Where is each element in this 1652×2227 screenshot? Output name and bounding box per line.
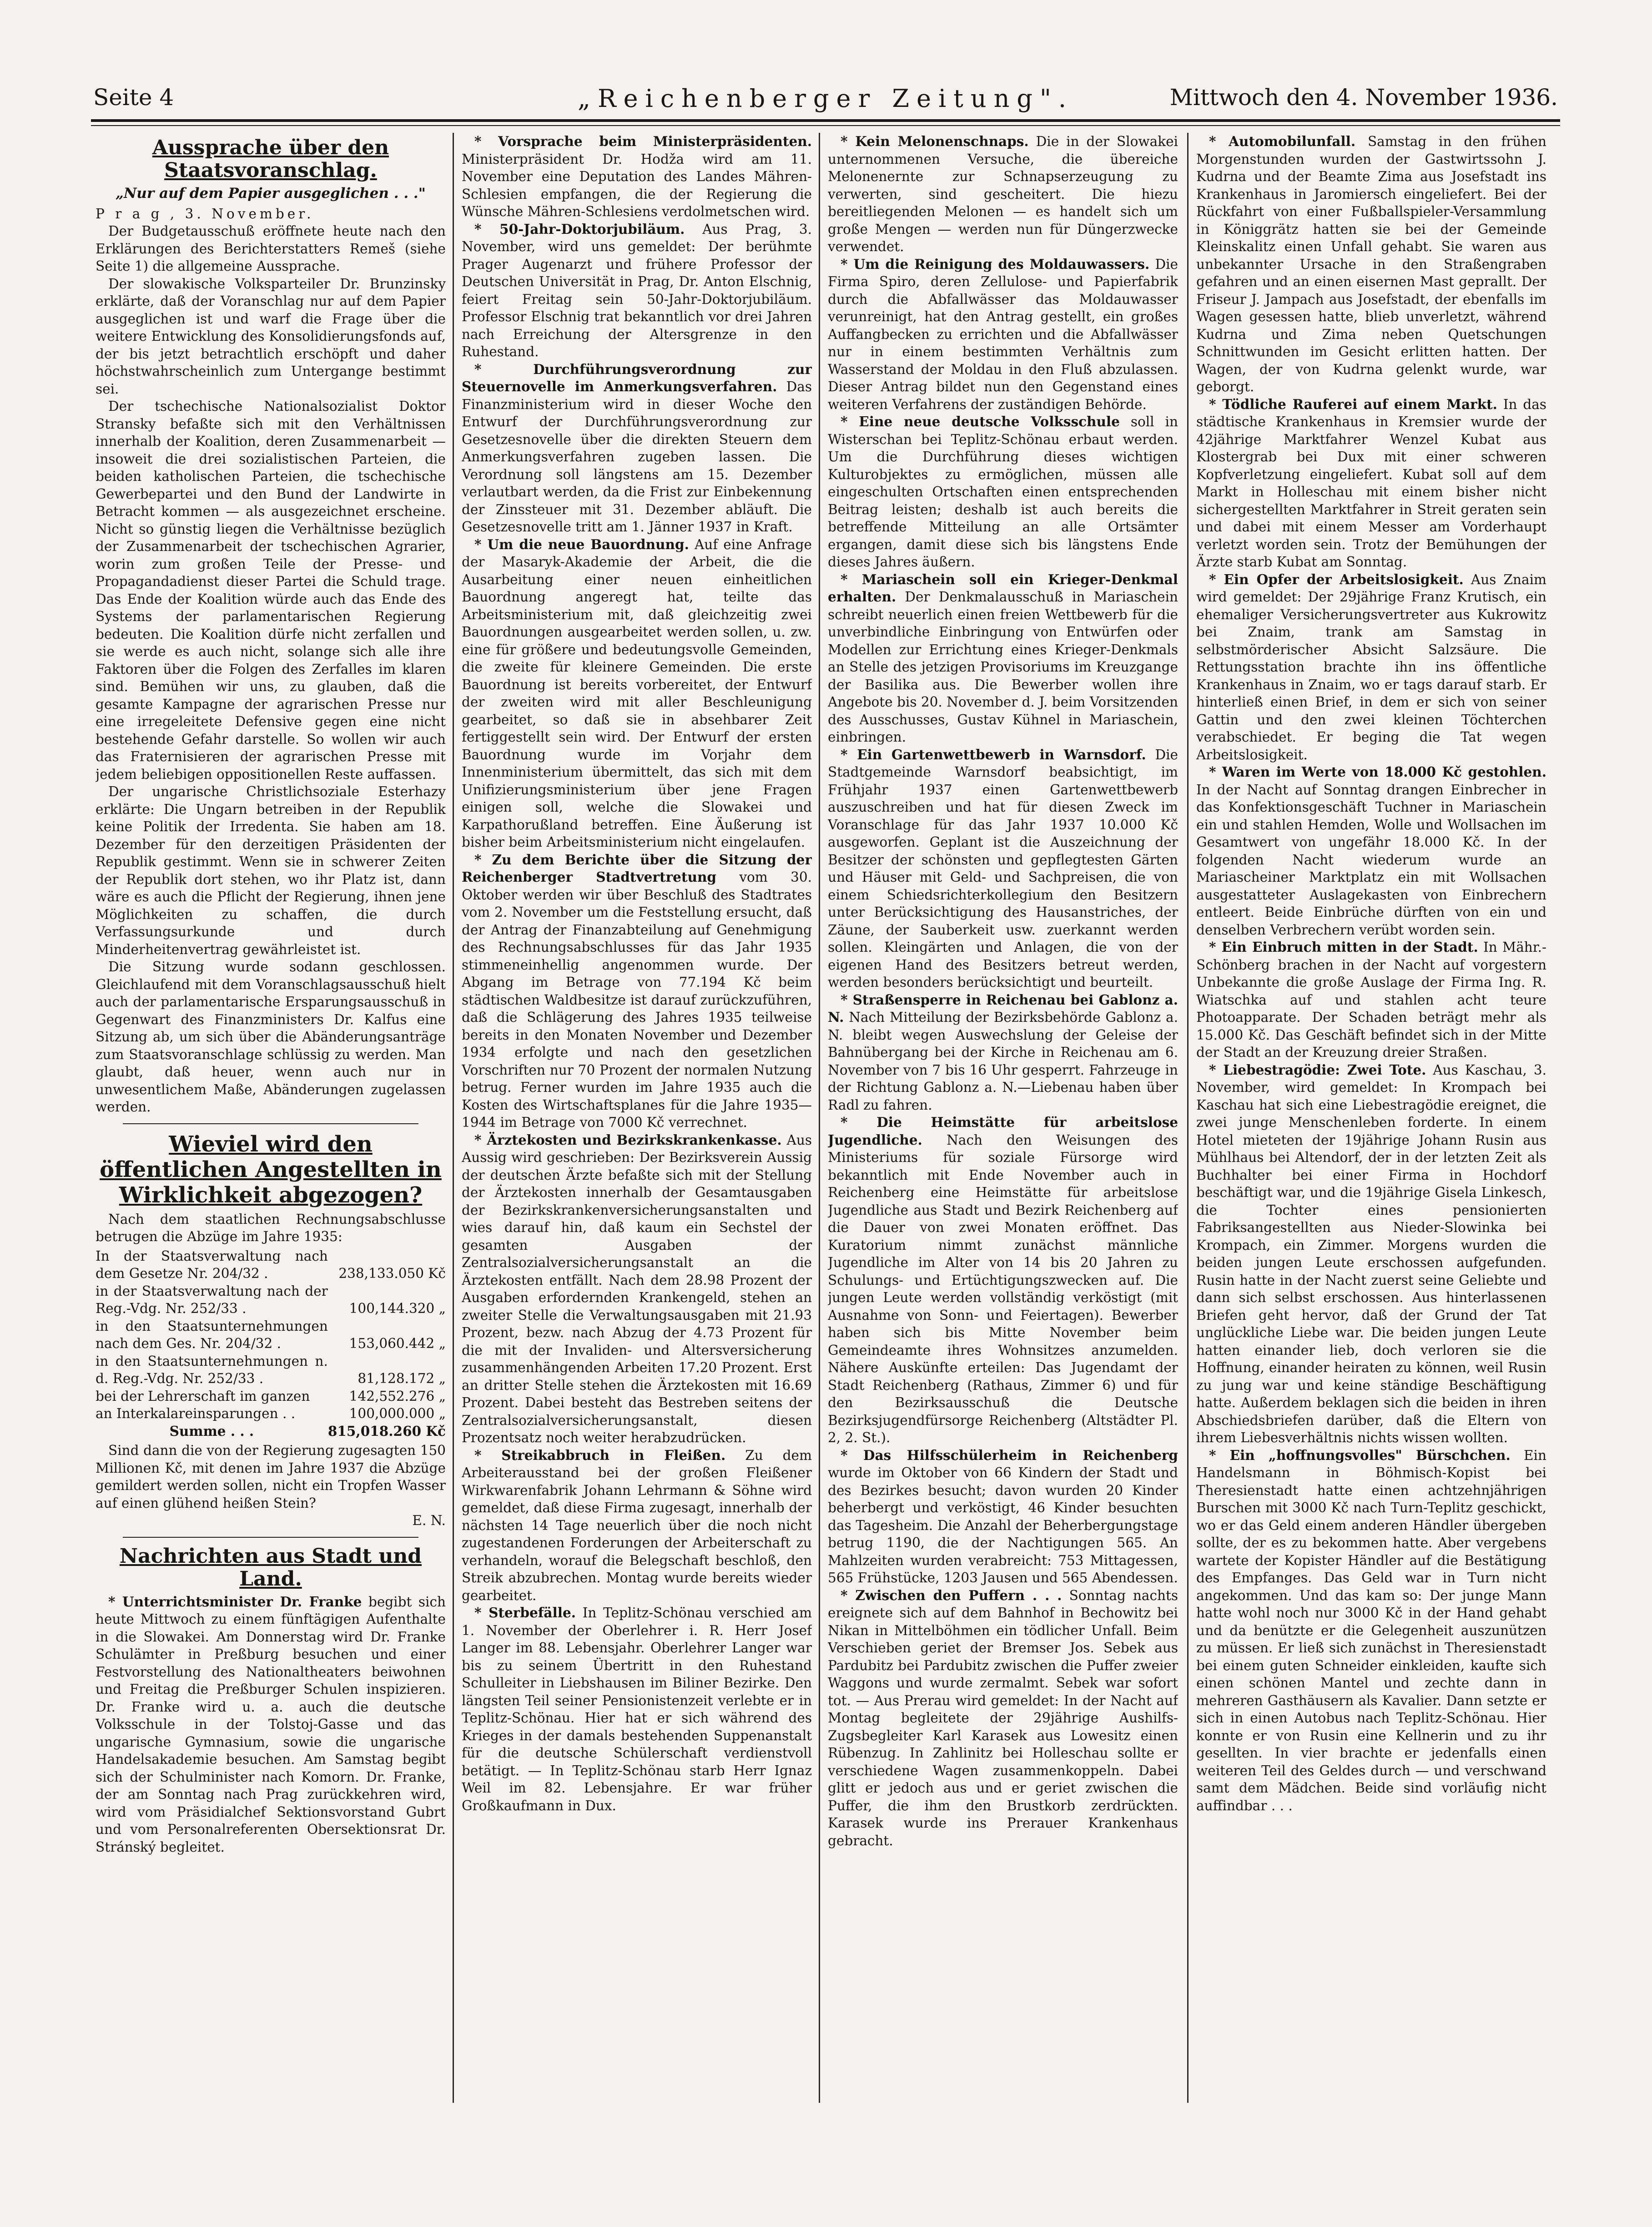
dateline: P r a g , 3. November. [96,206,314,222]
deduction-row [96,1405,446,1423]
news-item: * Liebestragödie: Zwei Tote. Aus Kaschau, 3. November, wird gemeldet: In Krompach bei Kaschau hat sich eine Liebestragödie ereignet, die zwei junge Menschenleben forderte. In einem Hotel mieteten der 19jährige Johann Rusin aus Mühlhaus bei Altendorf, der in der letzten Zeit als Buchhalter bei einer Firma in Hochdorf beschäftigt war, und die 19jährige Gisela Linkesch, die Tochter eines pensionierten Fabriksangestellten aus Nieder-Slowinka bei Krompach, ein Zimmer. Morgens wurden die beiden jungen Leute erschossen aufgefunden. Rusin hatte in der Nacht zuerst seine Geliebte und dann sich selbst erschossen. Aus hinterlassenen Briefen geht hervor, daß der Grund der Tat unglückliche Liebe war. Die beiden jungen Leute hatten einander lieb, doch verloren sie die Hoffnung, einander heiraten zu können, weil Rusin zu jung war und keine ständige Beschäftigung hatte. Außerdem beklagen sich die beiden in ihren Abschiedsbriefen darüber, daß die Eltern von ihrem Liebesverhältnis nichts wissen wollten. [1196,1061,1546,1445]
paragraph: Der ungarische Christlichsoziale Esterhazy erklärte: Die Ungarn betreiben in der Republik keine Politik der Irredenta. Sie haben am 18. Dezember für den derzeitigen Präsidenten der Republik gestimmt. Wenn sie in schwerer Zeiten der Republik dort stehen, wo ihr Platz ist, dann wäre es auch die Pflicht der Regierung, ihnen jene Möglichkeiten zu schaffen, die durch Verfassungsurkunde und durch Minderheitenvertrag gewährleistet ist. [96,784,446,957]
news-item: * Vorsprache beim Ministerpräsidenten. Ministerpräsident Dr. Hodža wird am 11. November eine Deputation des Landes Mähren-Schlesien empfangen, die der Regierung die Wünsche Mähren-Schlesiens verdolmetschen wird. [462,133,812,219]
news-item: * Straßensperre in Reichenau bei Gablonz a. N. Nach Mitteilung der Bezirksbehörde Gablonz a. N. bleibt wegen Auswechslung der Geleise der Bahnübergang bei der Kirche in Reichenau am 6. November von 7 bis 16 Uhr gesperrt. Fahrzeuge in der Richtung Gablonz a. N.—Liebenau haben über Radl zu fahren. [828,991,1178,1113]
sum-label: Summe . . . [169,1423,254,1439]
news-item: * Tödliche Rauferei auf einem Markt. In das städtische Krankenhaus in Kremsier wurde der 42jährige Marktfahrer Wenzel Kubat aus Klostergrab bei Dux mit einer schweren Kopfverletzung eingeliefert. Kubat soll auf dem Markt in Holleschau mit einem bisher nicht sichergestellten Marktfahrer in Streit geraten sein und dabei mit einem Messer am Vorderhaupt verletzt worden sein. Trotz der Bemühungen der Ärzte starb Kubat am Sonntag. [1196,396,1546,570]
paragraph: Die Sitzung wurde sodann geschlossen. Gleichlaufend mit dem Voranschlagsausschuß hielt auch der parlamentarische Ersparungsausschuß in Gegenwart des Finanzministers Dr. Kalfus eine Sitzung ab, um sich über die Abänderungsanträge zum Staatsvoranschlage schlüssig zu werden. Man glaubt, daß heuer, wenn auch nur in unwesentlichem Maße, Abänderungen zugelassen werden. [96,959,446,1115]
news-item: * Eine neue deutsche Volksschule soll in Wisterschan bei Teplitz-Schönau erbaut werden. Um die Durchführung dieses wichtigen Kulturobjektes zu ermöglichen, müssen alle eingeschulten Ortschaften einen entsprechenden Beitrag leisten; deshalb ist auch bereits die betreffende Mitteilung an alle Ortsämter ergangen, damit diese sich bis längstens Ende dieses Jahres äußern. [828,414,1178,570]
deduction-value: 81,128.172 „ [358,1371,446,1386]
deduction-row [96,1247,446,1283]
news-item: * Mariaschein soll ein Krieger-Denkmal erhalten. Der Denkmalausschuß in Mariaschein schreibt neuerlich einen freien Wettbewerb für die unverbindliche Einbringung von Entwürfen oder Modellen zur Errichtung eines Krieger-Denkmals an Stelle des jetzigen Provisoriums im Kreuzgange der Basilika aus. Die Bewerber wollen ihre Angebote bis 20. November d. J. beim Vorsitzenden des Ausschusses, Gustav Kühnel in Mariaschein, einbringen. [828,571,1178,745]
deductions-table [96,1247,446,1440]
article-separator [123,1537,418,1538]
column-1 [96,133,446,2107]
column-divider [819,133,820,2103]
news-item: * Ein Gartenwettbewerb in Warnsdorf. Die Stadtgemeinde Warnsdorf beabsichtigt, im Frühjahr 1937 einen Gartenwettbewerb auszuschreiben und hat für diesen Zweck im Voranschlage für das Jahr 1937 10.000 Kč ausgeworfen. Geplant ist die Auszeichnung der Besitzer der schönsten und gepflegtesten Gärten und Häuser mit Geld- und Sachpreisen, die von einem Schiedsrichterkollegium den Besitzern unter Berücksichtigung des Hausanstriches, der Zäune, der Sauberkeit usw. zuerkannt werden sollen. Kleingärten und Anlagen, die von der eigenen Hand des Besitzers betreut werden, werden besonders berücksichtigt und beurteilt. [828,746,1178,990]
deduction-value: 238,133.050 Kč [338,1266,446,1281]
deduction-value: 100,144.320 „ [349,1301,446,1316]
deduction-label: bei der Lehrerschaft im ganzen [96,1388,310,1404]
deductions-sum-row [96,1423,446,1440]
page-header [93,84,1558,121]
article-subtitle: „Nur auf dem Papier ausgeglichen . . ." [116,185,426,202]
news-item: * 50-Jahr-Doktorjubiläum. Aus Prag, 3. November, wird uns gemeldet: Der berühmte Prager Augenarzt und frühere Professor der Deutschen Universität in Prag, Dr. Anton Elschnig, feiert Freitag sein 50-Jahr-Doktorjubiläum. Professor Elschnig trat bekanntlich vor drei Jahren nach Erreichung der Altersgrenze in den Ruhestand. [462,221,812,359]
deduction-row [96,1388,446,1405]
deduction-label: an Interkalareinsparungen . . [96,1406,296,1421]
paragraph: Nach dem staatlichen Rechnungsabschlusse betrugen die Abzüge im Jahre 1935: [96,1211,446,1244]
section-headline-local-news: Nachrichten aus Stadt und Land. [119,1544,422,1591]
author-signature: E. N. [412,1513,446,1528]
news-item: * Unterrichtsminister Dr. Franke begibt sich heute Mittwoch zu einem fünftägigen Aufenthalte in die Slowakei. Am Donnerstag wird Dr. Franke Schulämter in Preßburg besuchen und einer Festvorstellung des Nationaltheaters beiwohnen und Freitag die Preßburger Schulen inspizieren. Dr. Franke wird u. a. auch die deutsche Volksschule in der Tolstoj-Gasse und das ungarische Gymnasium, sowie die ungarische Handelsakademie besuchen. Am Samstag begibt sich der Schulminister nach Komorn. Dr. Franke, der am Sonntag nach Prag zurückkehren wird, wird vom Präsidialchef Sektionsvorstand Gubrt und vom Personalreferenten Obersektionsrat Dr. Stránský begleitet. [96,1593,446,1855]
issue-date: Mittwoch den 4. November 1936. [1169,84,1558,111]
paragraph: Der slowakische Volksparteiler Dr. Brunzinsky erklärte, daß der Voranschlag nur auf dem Papier ausgeglichen ist und warf die Frage über die weitere Entwicklung des Konsolidierungsfonds auf, der bis jetzt betrachtlich erschöpft und daher höchstwahrscheinlich zum Untergange bestimmt sei. [96,276,446,397]
deduction-label: in den Staatsunternehmungen nach dem Ges. Nr. 204/32 . [96,1318,328,1351]
news-item: * Kein Melonenschnaps. Die in der Slowakei unternommenen Versuche, die übereiche Melonenernte zur Schnapserzeugung zu verwerten, sind gescheitert. Die hiezu bereitliegenden Melonen — es handelt sich um große Mengen — werden nun für Düngerzwecke verwendet. [828,133,1178,254]
article-headline-budget: Aussprache über den Staatsvoranschlag. [152,136,389,182]
news-item: * Streikabbruch in Fleißen. Zu dem Arbeiterausstand bei der großen Fleißener Wirkwarenfabrik Johann Lehrmann & Söhne wird gemeldet, daß diese Firma zugesagt, innerhalb der nächsten 14 Tage neuerlich über die noch nicht zugestandenen Forderungen der Arbeiterschaft zu verhandeln, worauf die Belegschaft beschloß, den Streik abzubrechen. Montag wurde bereits wieder gearbeitet. [462,1447,812,1603]
news-item: * Sterbefälle. In Teplitz-Schönau verschied am 1. November der Oberlehrer i. R. Herr Josef Langer im 88. Lebensjahr. Oberlehrer Langer war bis zu seinem Übertritt in den Ruhestand Schulleiter in Liebshausen im Biliner Bezirke. Den längsten Teil seiner Pensionistenzeit verlebte er in Teplitz-Schönau. Hier hat er sich während des Krieges in der damals bestehenden Suppenanstalt für die deutsche Schülerschaft verdienstvoll betätigt. — In Teplitz-Schönau starb Herr Ignaz Weil im 82. Lebensjahre. Er war früher Großkaufmann in Dux. [462,1605,812,1813]
page-number: Seite 4 [93,84,174,111]
news-item: * Waren im Werte von 18.000 Kč gestohlen. In der Nacht auf Sonntag drangen Einbrecher in das Konfektionsgeschäft Tuchner in Mariaschein ein und stahlen Hemden, Wolle und Wollsachen im Gesamtwert von ungefähr 18.000 Kč. In der folgenden Nacht wiederum wurde an Mariascheiner Marktplatz ein mit Wollsachen ausgestatteter Auslagekasten von Einbrechern entleert. Beide Einbrüche dürften von ein und denselben Verbrechern verübt worden sein. [1196,764,1546,938]
column-4 [1196,133,1546,2107]
deduction-label: in den Staatsunternehmungen n. d. Reg.-Vdg. Nr. 252/33 . [96,1353,328,1386]
news-item: * Das Hilfsschülerheim in Reichenberg wurde im Oktober von 66 Kindern der Stadt und des Bezirkes besucht; davon wurden 20 Kinder beherbergt und verköstigt, 46 Kinder besuchten das Tagesheim. Die Anzahl der Beherbergungstage betrug 1190, die der Nachtigungen 565. An Mahlzeiten wurden verabreicht: 753 Mittagessen, 565 Frühstücke, 1203 Jausen und 565 Abendessen. [828,1447,1178,1586]
news-item: * Ein Einbruch mitten in der Stadt. In Mähr.-Schönberg brachen in der Nacht auf vorgestern Unbekannte die große Auslage der Firma Ing. R. Wiatschka auf und stahlen acht teure Photoapparate. Der Schaden beträgt mehr als 15.000 Kč. Das Geschäft befindet sich in der Mitte der Stadt an der Kreuzung dreier Straßen. [1196,939,1546,1060]
news-item: * Automobilunfall. Samstag in den frühen Morgenstunden wurden der Gastwirtssohn J. Kudrna und der Beamte Zima aus Josefstadt ins Krankenhaus in Jaromiersch eingeliefert. Bei der Rückfahrt von einer Fußballspieler-Versammlung in Königgrätz hatten sie bei der Gemeinde Kleinskalitz einen Unfall gehabt. Sie waren aus unbekannter Ursache in den Straßengraben gefahren und an einen eisernen Mast geprallt. Der Friseur J. Jampach aus Josefstadt, der ebenfalls im Wagen gesessen hatte, blieb unverletzt, während Kudrna und Zima neben Quetschungen Schnittwunden im Gesicht erlitten hatten. Der Wagen, der von Kudrna gelenkt wurde, war geborgt. [1196,133,1546,394]
column-divider [1187,133,1189,2103]
deduction-value: 100,000.000 „ [349,1406,446,1421]
deduction-row [96,1283,446,1318]
paragraph: Der Budgetausschuß eröffnete heute nach den Erklärungen des Berichterstatters Remeš (siehe Seite 1) die allgemeine Aussprache. [96,223,446,274]
news-item: * Um die Reinigung des Moldauwassers. Die Firma Spiro, deren Zellulose- und Papierfabrik durch die Abfallwässer das Moldauwasser verunreinigt, hat den Antrag gestellt, ein großes Auffangbecken zu errichten und die Abfallwässer nur in einem bestimmten Verhältnis zum Wasserstand der Moldau in den Fluß abzulassen. Dieser Antrag bildet nun den Gegenstand eines weiteren Verfahrens der zuständigen Behörde. [828,256,1178,412]
deduction-value: 142,552.276 „ [349,1388,446,1404]
news-item: * Zu dem Berichte über die Sitzung der Reichenberger Stadtvertretung vom 30. Oktober werden wir über Beschluß des Stadtrates vom 2. November um die Feststellung ersucht, daß der Antrag der Finanzabteilung auf Genehmigung des Rechnungsabschlusses für das Jahr 1935 stimmeneinhellig angenommen wurde. Der Abgang im Betrage von 77.194 Kč beim städtischen Waldbesitze ist darauf zurückzuführen, daß die Schlägerung des Jahres 1935 teilweise bereits in den Monaten November und Dezember 1934 erfolgte und nach den gesetzlichen Vorschriften nur 70 Prozent der normalen Nutzung betrug. Ferner wurden im Jahre 1935 auch die Kosten des Wirtschaftsplanes für die Jahre 1935—1944 im Betrage von 7000 Kč verrechnet. [462,851,812,1130]
column-2 [462,133,812,2107]
article-headline-deductions: Wieviel wird den öffentlichen Angestellten in Wirklichkeit abgezogen? [100,1131,442,1208]
news-item: * Ein Opfer der Arbeitslosigkeit. Aus Znaim wird gemeldet: Der 29jährige Franz Krutisch, ein ehemaliger Versicherungsvertreter aus Kukrowitz bei Znaim, trank am Samstag in selbstmörderischer Absicht Salzsäure. Die Rettungsstation brachte ihn ins öffentliche Krankenhaus in Znaim, wo er tags darauf starb. Er hinterließ einen Brief, in dem er sich von seiner Gattin und den zwei kleinen Töchterchen verabschiedet. Er beging die Tat wegen Arbeitslosigkeit. [1196,571,1546,763]
deduction-row [96,1318,446,1353]
news-item: * Ärztekosten und Bezirkskrankenkasse. Aus Aussig wird geschrieben: Der Bezirksverein Aussig der deutschen Ärzte befaßte sich mit der Stellung der Ärztekosten innerhalb der Gesamtausgaben der Bezirkskrankenversicherungsanstalten und wies darauf hin, daß kaum ein Sechstel der gesamten Ausgaben der Zentralsozialversicherungsanstalt an die Ärztekosten entfällt. Nach dem 28.98 Prozent der Ausgaben erfordernden Krankengeld, stehen an zweiter Stelle die Verwaltungsausgaben mit 21.93 Prozent, bezw. nach Abzug der 4.73 Prozent für die mit der Invaliden- und Altersversicherung zusammenhängenden Arbeiten 17.20 Prozent. Erst an dritter Stelle stehen die Ärztekosten mit 16.69 Prozent. Dabei besteht das Bestreben seitens der Zentralsozialversicherungsanstalt, diesen Prozentsatz noch weiter herabzudrücken. [462,1131,812,1445]
newspaper-title: „Reichenberger Zeitung". [577,84,1074,113]
news-item: * Um die neue Bauordnung. Auf eine Anfrage der Masaryk-Akademie der Arbeit, die die Ausarbeitung einer neuen einheitlichen Bauordnung angeregt hat, teilte das Arbeitsministerium mit, daß gleichzeitig zwei Bauordnungen ausgearbeitet werden sollen, u. zw. eine für größere und bedeutungsvolle Gemeinden, die zweite für kleinere Gemeinden. Die erste Bauordnung ist bereits vorbereitet, der Entwurf der zweiten wird mit aller Beschleunigung gearbeitet, so daß sie in absehbarer Zeit fertiggestellt sein wird. Der Entwurf der ersten Bauordnung wurde im Vorjahr dem Innenministerium übermittelt, das sich mit dem Unifizierungsministerium über jene Fragen einigen soll, welche die Slowakei und Karpathorußland betreffen. Eine Äußerung ist bisher beim Arbeitsministerium nicht eingelaufen. [462,536,812,850]
paragraph: Der tschechische Nationalsozialist Doktor Stransky befaßte sich mit den Verhältnissen innerhalb der Koalition, deren Zusammenarbeit — insoweit die drei sozialistischen Parteien, die beiden katholischen Parteien, die tschechische Gewerbepartei und den Bund der Landwirte in Betracht kommen — als ausgezeichnet erscheine. Nicht so günstig liegen die Verhältnisse bezüglich der Zusammenarbeit der tschechischen Agrarier, worin zum großen Teile der Presse- und Propagandadienst dieser Partei die Schuld trage. Das Ende der Koalition würde auch das Ende des Systems der parlamentarischen Regierung bedeuten. Die Koalition dürfe nicht zerfallen und sie werde es auch nicht, solange sich alle ihre Faktoren über die Folgen des Zerfalles im klaren sind. Bemühen wir uns, zu glauben, daß die gesamte Kampagne der agrarischen Presse nur eine irregeleitete Defensive gegen eine nicht bestehende Gefahr darstelle. So wollen wir auch das Fraternisieren der agrarischen Presse mit jedem beliebigen oppositionellen Reste auffassen. [96,399,446,782]
deduction-value: 153,060.442 „ [349,1336,446,1351]
column-3 [828,133,1178,2107]
sum-value: 815,018.260 Kč [327,1423,446,1439]
deduction-row [96,1353,446,1388]
paragraph: Sind dann die von der Regierung zugesagten 150 Millionen Kč, mit denen im Jahre 1937 die Abzüge gemildert werden sollen, nicht ein Tropfen Wasser auf einen glühend heißen Stein? [96,1443,446,1511]
deduction-label: In der Staatsverwaltung nach dem Gesetze Nr. 204/32 . [96,1248,328,1281]
news-item: * Die Heimstätte für arbeitslose Jugendliche. Nach den Weisungen des Ministeriums für soziale Fürsorge wird bekanntlich mit Ende November auch in Reichenberg eine Heimstätte für arbeitslose Jugendliche aus Stadt und Bezirk Reichenberg auf die Dauer von zwei Monaten eröffnet. Das Kuratorium nimmt zunächst männliche Jugendliche im Alter von 14 bis 20 Jahren zu Schulungs- und Ertüchtigungszwecken auf. Die jungen Leute werden vollständig verköstigt (mit Ausnahme von Sonn- und Feiertagen). Bewerber haben sich bis Mitte November beim Gemeindeamte ihres Wohnsitzes anzumelden. Nähere Auskünfte erteilen: Das Jugendamt der Stadt Reichenberg (Rathaus, Zimmer 6) und für den Bezirksausschuß die Deutsche Bezirksjugendfürsorge Reichenberg (Altstädter Pl. 2, 2. St.). [828,1114,1178,1445]
deduction-label: in der Staatsverwaltung nach der Reg.-Vdg. Nr. 252/33 . [96,1283,328,1316]
news-item: * Durchführungsverordnung zur Steuernovelle im Anmerkungsverfahren. Das Finanzministerium wird in dieser Woche den Entwurf der Durchführungsverordnung zur Gesetzesnovelle über die direkten Steuern dem Anmerkungsverfahren zugeben lassen. Die Verordnung soll längstens am 15. Dezember verlautbart werden, da die Frist zur Einbekennung der Zinssteuer mit 31. Dezember abläuft. Die Gesetzesnovelle tritt am 1. Jänner 1937 in Kraft. [462,361,812,535]
column-divider [453,133,454,2103]
header-rule-thin [91,125,1560,126]
news-item: * Zwischen den Puffern . . . Sonntag nachts ereignete sich auf dem Bahnhof in Bechowitz bei Nikan in Mittelböhmen ein tödlicher Unfall. Beim Verschieben geriet der Bremser Jos. Sebek aus Pardubitz bei Pardubitz zwischen die Puffer zweier Waggons und wurde zermalmt. Sebek war sofort tot. — Aus Prerau wird gemeldet: In der Nacht auf Montag begleitete der 29jährige Aushilfs-Zugsbegleiter Karl Karasek aus Lowesitz einen Rübenzug. In Zahlinitz bei Holleschau sollte er verschiedene Wagen zusammenkoppeln. Dabei glitt er jedoch aus und er geriet zwischen die Puffer, die ihm den Brustkorb zerdrückten. Karasek wurde ins Prerauer Krankenhaus gebracht. [828,1587,1178,1848]
header-rule [91,119,1560,122]
news-item: * Ein „hoffnungsvolles" Bürschchen. Ein Handelsmann in Böhmisch-Kopist bei Theresienstadt hatte einen achtzehnjährigen Burschen mit 3000 Kč nach Turn-Teplitz geschickt, wo er das Geld einem anderen Händler übergeben sollte, der es zu bekommen hatte. Aber vergebens wartete der Kopister Händler auf die Bestätigung des Empfanges. Das Geld war in Turn nicht angekommen. Und das kam so: Der junge Mann hatte wohl noch nur 3000 Kč in der Hand gehabt und da benützte er die Gelegenheit auszunützen zu müssen. Er ließ sich zunächst in Theresienstadt bei einem guten Schneider einkleiden, kaufte sich einen schönen Mantel und zechte dann in mehreren Gasthäusern als Kavalier. Dann setzte er sich in einen Autobus nach Teplitz-Schönau. Hier konnte er von Rusin eine Kellnerin und zu ihr gesellten. In vier brachte er jedenfalls einen weiteren Teil des Geldes durch — und verschwand samt dem Mädchen. Beide sind vorläufig nicht auffindbar . . . [1196,1447,1546,1813]
article-separator [123,1123,418,1124]
